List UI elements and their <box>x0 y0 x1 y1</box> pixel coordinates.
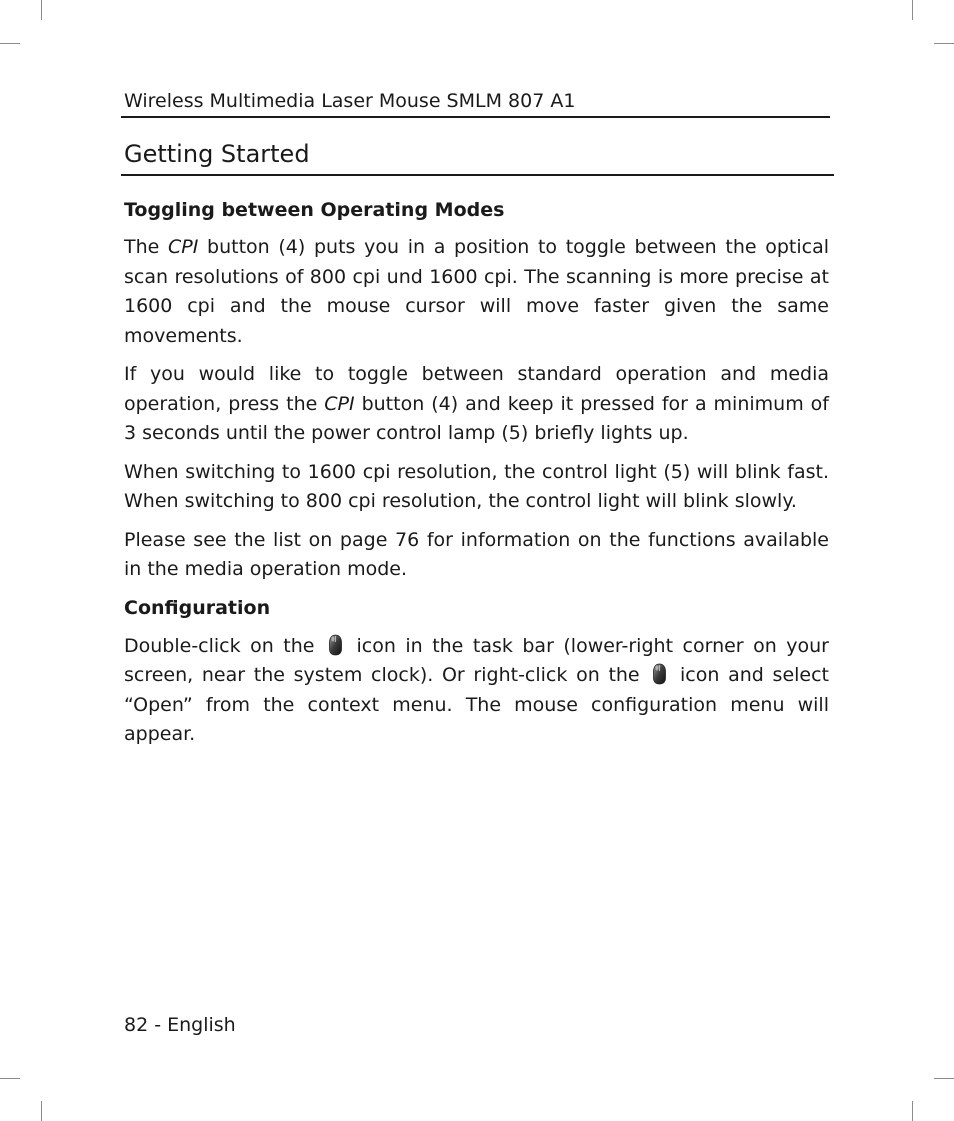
cpi-term: CPI <box>324 392 355 415</box>
text-run: button (4) puts you in a position to toggle between the optical scan resolutions of 800 cpi und 1600 cpi. The scanning is more precise at 1600 cpi and the mouse cursor will move faster given the same movements. <box>124 236 830 347</box>
crop-mark <box>934 1078 954 1079</box>
crop-mark <box>934 43 954 44</box>
toggling-paragraph-3: When switching to 1600 cpi resolution, the control light (5) will blink fast. When switching to 800 cpi resolution, the control light will blink slowly. <box>124 460 829 512</box>
crop-mark <box>0 43 20 44</box>
page-number: 82 - English <box>124 1014 236 1036</box>
mouse-icon <box>328 634 343 656</box>
crop-mark <box>41 1101 42 1121</box>
text-run: button (4) and keep it pressed for a minimum of 3 seconds until the power control lamp (5) briefly lights up. <box>124 392 829 444</box>
configuration-paragraph <box>124 632 829 750</box>
section-title: Getting Started <box>124 140 310 168</box>
toggling-paragraph-1 <box>124 233 829 351</box>
crop-mark <box>912 1101 913 1121</box>
crop-mark <box>41 0 42 20</box>
configuration-heading: Configuration <box>124 596 271 619</box>
crop-mark <box>912 0 913 20</box>
text-run: icon and select “Open” from the context menu. The mouse configuration menu will appear. <box>124 664 830 745</box>
crop-mark <box>0 1078 20 1079</box>
text-run: The <box>124 236 160 258</box>
running-header: Wireless Multimedia Laser Mouse SMLM 807 A1 <box>124 90 576 112</box>
mouse-icon <box>652 663 667 685</box>
section-rule <box>121 174 834 176</box>
text-run: Double-click on the <box>124 634 315 657</box>
text-run: icon in the task bar (lower-right corner on your screen, near the system clock). Or right-click on the <box>124 634 829 686</box>
cpi-term: CPI <box>168 236 199 258</box>
toggling-paragraph-4: Please see the list on page 76 for information on the functions available in the media operation mode. <box>124 528 829 580</box>
header-rule <box>121 116 830 118</box>
toggling-heading: Toggling between Operating Modes <box>124 199 505 221</box>
text-run: If you would like to toggle between standard operation and media operation, press the <box>124 363 829 415</box>
toggling-paragraph-2 <box>124 360 829 449</box>
page-content <box>124 196 829 750</box>
